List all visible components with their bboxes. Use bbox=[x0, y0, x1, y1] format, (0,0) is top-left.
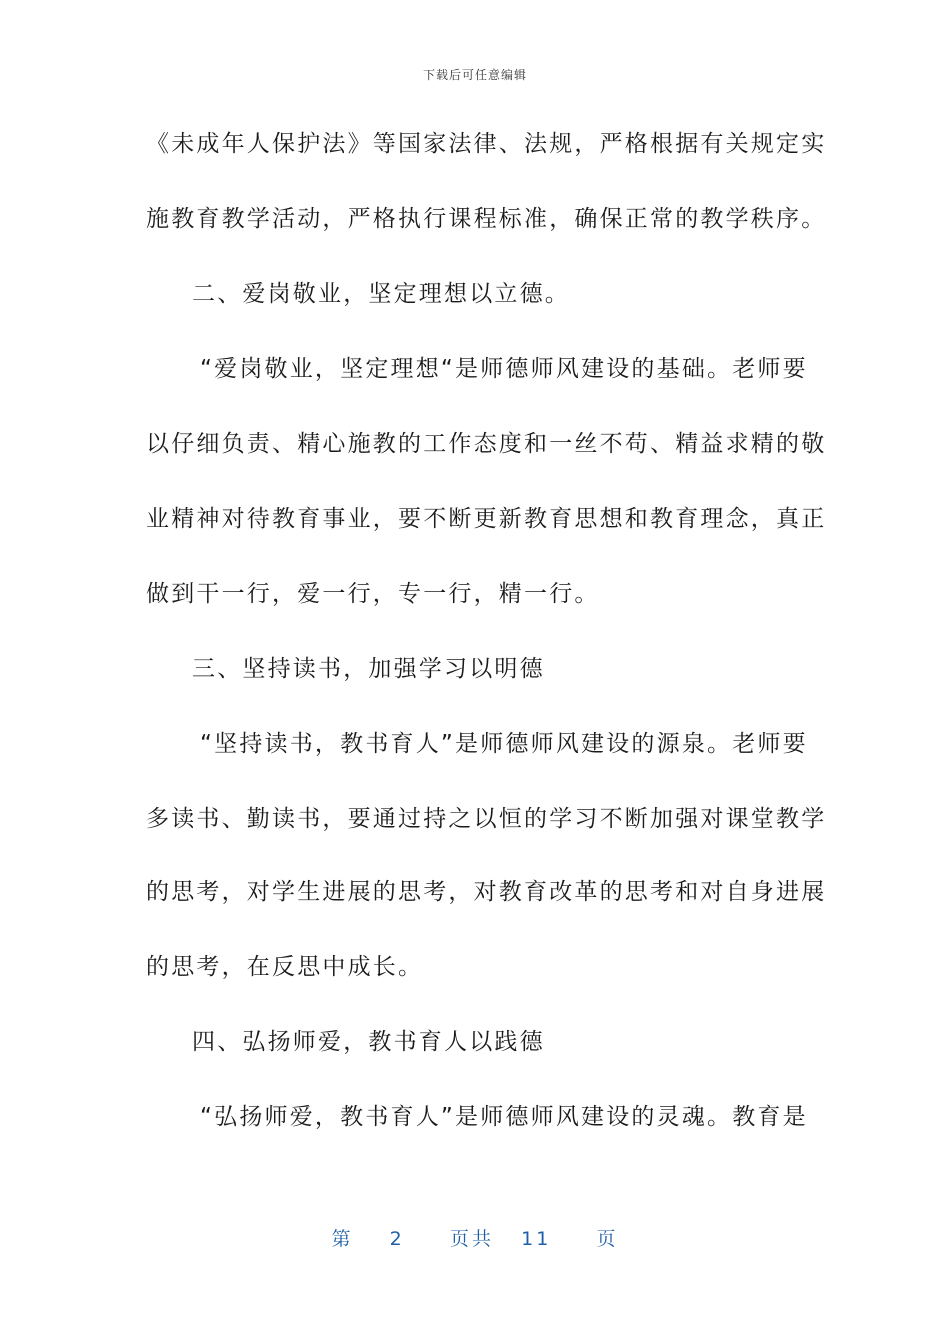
text-line: “爱岗敬业，坚定理想“是师德师风建设的基础。老师要 bbox=[200, 356, 808, 382]
section-heading: 四、弘扬师爱，教书育人以践德 bbox=[192, 1029, 545, 1055]
section-heading: 二、爱岗敬业，坚定理想以立德。 bbox=[192, 281, 570, 307]
text-line: 业精神对待教育事业，要不断更新教育思想和教育理念，真正 bbox=[146, 506, 827, 532]
section-heading: 三、坚持读书，加强学习以明德 bbox=[192, 656, 545, 682]
text-line: 的思考，在反思中成长。 bbox=[146, 954, 424, 980]
text-line: 多读书、勤读书，要通过持之以恒的学习不断加强对课堂教学 bbox=[146, 806, 827, 832]
text-line: 以仔细负责、精心施教的工作态度和一丝不苟、精益求精的敬 bbox=[146, 431, 827, 457]
footer-middle: 页共 bbox=[449, 1228, 494, 1250]
total-pages-number: 11 bbox=[521, 1228, 552, 1250]
text-line: 《未成年人保护法》等国家法律、法规，严格根据有关规定实 bbox=[146, 131, 827, 157]
footer-suffix: 页 bbox=[596, 1228, 619, 1250]
text-line: 做到干一行，爱一行，专一行，精一行。 bbox=[146, 581, 600, 607]
page-footer bbox=[0, 1224, 950, 1251]
current-page-number: 2 bbox=[389, 1228, 405, 1250]
text-line: 的思考，对学生进展的思考，对教育改革的思考和对自身进展 bbox=[146, 879, 827, 905]
text-line: 施教育教学活动，严格执行课程标准，确保正常的教学秩序。 bbox=[146, 206, 827, 232]
page-header: 下载后可任意编辑 bbox=[422, 68, 527, 82]
text-line: “坚持读书，教书育人”是师德师风建设的源泉。老师要 bbox=[200, 731, 808, 757]
footer-prefix: 第 bbox=[331, 1228, 354, 1250]
text-line: “弘扬师爱，教书育人”是师德师风建设的灵魂。教育是 bbox=[200, 1104, 808, 1130]
